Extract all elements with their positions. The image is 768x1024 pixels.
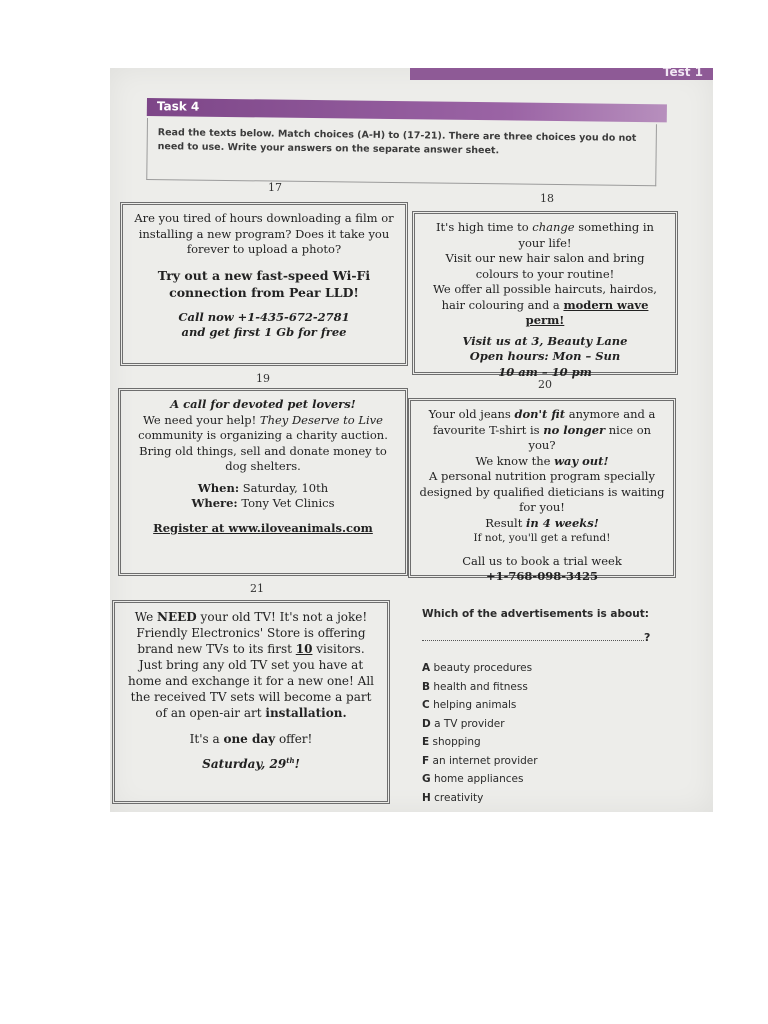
ad17-headline: Try out a new fast-speed Wi-Fi connection from Pear LLD! [157, 267, 371, 300]
ad20-program: A personal nutrition program specially designed by qualified dieticians is waiting for you! [419, 469, 665, 514]
ad18-text: It's high time to [436, 220, 533, 234]
ad19-community: They Deserve to Live [259, 412, 383, 427]
advertisement-21 [112, 600, 390, 804]
ad-number-21: 21 [250, 582, 264, 595]
ad-number-20: 20 [538, 378, 552, 391]
ad20-weeks: in 4 weeks! [525, 515, 599, 530]
option-text: shopping [432, 736, 481, 748]
option-letter: D [422, 717, 431, 730]
ad21-date-suffix: th [286, 756, 295, 765]
advertisement-20 [408, 398, 676, 583]
advertisement-19 [118, 388, 408, 576]
ad19-when-value: Saturday, 10th [239, 480, 329, 495]
ad21-installation: installation. [265, 706, 347, 720]
ad20-way-out: way out! [554, 453, 609, 468]
ad21-text: We [134, 610, 158, 624]
ad18-hours: Open hours: Mon – Sun [469, 349, 621, 363]
ad20-text: Result [485, 515, 526, 530]
ad21-date: Saturday, 29 [202, 757, 287, 771]
ad19-headline: A call for devoted pet lovers! [170, 397, 356, 411]
option-g [422, 770, 672, 789]
ad19-text: community is organizing a charity auction. Bring old things, sell and donate money to dog shelters. [138, 428, 388, 473]
option-letter: A [422, 662, 431, 674]
option-text: a TV provider [434, 717, 505, 730]
task-instructions: Read the texts below. Match choices (A-H) to (17-21). There are three choices you do not need to use. Write your answers on the separate answer sheet. [146, 118, 657, 186]
option-letter: C [422, 699, 430, 711]
ad18-services: We offer all possible haircuts, hairdos, hair colouring and a [433, 282, 657, 312]
ad21-date-end: ! [294, 757, 300, 771]
workbook-page [110, 68, 713, 812]
ad17-phone: Call now +1-435-672-2781 [178, 309, 350, 324]
ad21-text: It's a [189, 732, 224, 746]
ad19-register-link: Register at www.iloveanimals.com [153, 520, 373, 535]
ad20-book: Call us to book a trial week [462, 553, 622, 568]
option-d [422, 715, 672, 734]
ad20-text: Your old jeans [428, 407, 515, 421]
ad20-text: We know the [475, 453, 555, 468]
option-h [422, 789, 672, 808]
ad20-text: nice on you? [528, 422, 652, 452]
ad21-text: visitors. Just bring any old TV set you have at home and exchange it for a new one! All the received TV sets will become a part of an open-air art [127, 642, 375, 720]
option-text: health and fitness [433, 680, 528, 693]
option-letter: G [422, 773, 431, 785]
ad19-where-value: Tony Vet Clinics [237, 496, 335, 510]
answer-line [422, 626, 644, 641]
option-letter: B [422, 680, 431, 693]
ad18-salon: Visit our new hair salon and bring colours to your routine! [445, 251, 645, 281]
ad18-time: 10 am – 10 pm [498, 364, 592, 379]
ad17-offer: and get first 1 Gb for free [181, 325, 347, 339]
ad20-emphasis: no longer [543, 422, 606, 437]
option-text: an internet provider [432, 754, 538, 767]
option-f [422, 752, 672, 771]
option-text: home appliances [433, 773, 524, 785]
option-b [422, 678, 672, 697]
advertisement-17 [120, 202, 408, 366]
option-letter: H [422, 791, 431, 804]
question-mark: ? [644, 631, 651, 644]
ad-number-18: 18 [540, 192, 554, 205]
ad21-one-day: one day [223, 732, 276, 746]
options-list [422, 659, 672, 807]
ad21-need: NEED [157, 610, 197, 624]
ad21-visitors-count: 10 [295, 642, 313, 656]
ad18-perm: modern wave perm! [525, 297, 649, 327]
ad19-text: We need your help! [143, 412, 260, 427]
ad20-refund: If not, you'll get a refund! [473, 532, 611, 544]
answer-choices [422, 608, 672, 807]
option-a [422, 659, 672, 678]
ad-number-17: 17 [268, 181, 282, 194]
ad19-where-label: Where: [191, 496, 238, 510]
test-label: Test 1 [662, 68, 703, 79]
option-letter: E [422, 736, 430, 748]
ad19-when-label: When: [197, 480, 240, 495]
ad18-text: something in your life! [518, 220, 654, 250]
ad17-intro: Are you tired of hours downloading a film or installing a new program? Does it take you forever to upload a photo? [134, 211, 394, 256]
question-prompt: Which of the advertisements is about: [422, 608, 649, 620]
ad21-text: your old TV! It's not a joke! Friendly Electronics' Store is offering brand new TVs to its first [136, 610, 368, 656]
advertisement-18 [412, 211, 678, 379]
option-text: creativity [434, 791, 484, 804]
option-e [422, 733, 672, 752]
option-c [422, 696, 672, 715]
ad-number-19: 19 [256, 372, 270, 385]
ad20-text: anymore and a favourite T-shirt is [432, 407, 656, 437]
header-band [410, 68, 713, 80]
ad21-text: offer! [275, 732, 313, 746]
option-text: helping animals [433, 699, 517, 711]
ad18-emphasis: change [532, 220, 575, 234]
task-title: Task 4 [156, 99, 200, 114]
ad20-phone: +1-768-098-3425 [486, 569, 598, 583]
ad20-emphasis: don't fit [514, 407, 566, 421]
ad18-address: Visit us at 3, Beauty Lane [462, 333, 628, 348]
option-text: beauty procedures [433, 662, 533, 674]
option-letter: F [422, 754, 430, 767]
